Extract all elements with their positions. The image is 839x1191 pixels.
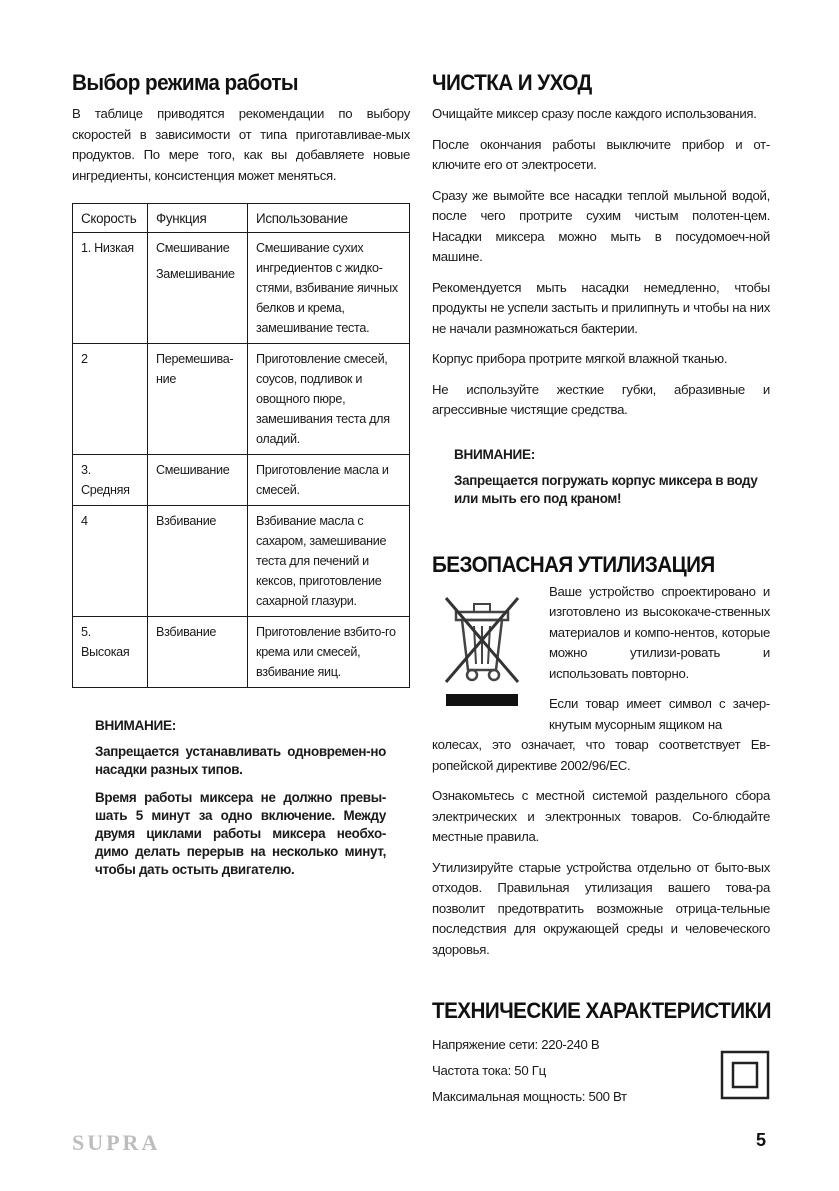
disposal-text: Ваше устройство спроектировано и изготовлено из высококаче-ственных материалов и компо-нентов, которые можно утилизи-ровать и использовать повторно.	[549, 583, 770, 681]
spec-power: Максимальная мощность: 500 Вт	[432, 1089, 627, 1104]
table-row	[73, 617, 410, 688]
right-column	[432, 70, 770, 1110]
header-speed: Скорость	[73, 204, 148, 233]
care-text: Корпус прибора протрите мягкой влажной тканью.	[432, 351, 728, 366]
disposal-text: Утилизируйте старые устройства отдельно от быто-вых отходов. Правильная утилизация вашего това-ра позволит предотвратить возможные отрица-тельные последствия для окружающей среды и человеческого здоровья.	[432, 859, 770, 957]
function-label: Замешивание	[156, 267, 235, 281]
table-row	[73, 233, 410, 344]
mode-intro-text: В таблице приводятся рекомендации по выбору скоростей в зависимости от типа приготавливае-мых продуктов. По мере того, как вы добавляете новые ингредиенты, консистенция может меняться.	[72, 106, 410, 183]
speed-cell: 3. Средняя	[73, 455, 148, 506]
care-title-wrap	[432, 70, 770, 104]
left-column	[72, 70, 410, 889]
disposal-text: Ознакомьтесь с местной системой раздельного сбора электрических и электронных товаров. Со-блюдайте местные правила.	[432, 788, 770, 844]
care-section-title: ЧИСТКА И УХОД	[432, 70, 592, 95]
disposal-block	[432, 582, 770, 777]
disposal-text-wrap	[549, 582, 770, 736]
specs-section-title: ТЕХНИЧЕСКИЕ ХАРАКТЕРИСТИКИ	[432, 998, 771, 1023]
mode-section-title-wrap	[72, 70, 410, 104]
function-cell	[148, 233, 248, 344]
spec-voltage: Напряжение сети: 220-240 В	[432, 1037, 600, 1052]
page-number: 5	[756, 1130, 767, 1150]
function-cell: Взбивание	[148, 506, 248, 617]
spec-frequency: Частота тока: 50 Гц	[432, 1063, 546, 1078]
warning-text: Запрещается погружать корпус миксера в воду или мыть его под краном!	[454, 472, 758, 506]
mode-section-title: Выбор режима работы	[72, 70, 298, 95]
disposal-section-title: БЕЗОПАСНАЯ УТИЛИЗАЦИЯ	[432, 551, 715, 577]
care-text: Не используйте жесткие губки, абразивные и агрессивные чистящие средства.	[432, 381, 770, 417]
care-text: После окончания работы выключите прибор и от-ключите его от электросети.	[432, 136, 770, 172]
brand-logo: SUPRA	[72, 1130, 161, 1155]
speed-cell: 1. Низкая	[73, 233, 148, 344]
speed-cell: 5. Высокая	[73, 617, 148, 688]
specs-block	[432, 1032, 770, 1110]
table-header-row	[73, 204, 410, 233]
header-usage: Использование	[248, 204, 410, 233]
care-warning-block	[432, 447, 770, 508]
function-cell: Перемешива-ние	[148, 344, 248, 455]
usage-cell: Смешивание сухих ингредиентов с жидко-стями, взбивание яичных белков и крема, замешивание теста.	[248, 233, 410, 344]
speed-table	[72, 203, 410, 688]
function-cell: Взбивание	[148, 617, 248, 688]
function-label: Смешивание	[156, 241, 230, 255]
care-text: Рекомендуется мыть насадки немедленно, чтобы продукты не успели застыть и прилипнуть и чтобы на них не начали размножаться бактерии.	[432, 279, 770, 336]
warning-title: ВНИМАНИЕ:	[95, 718, 177, 733]
specs-title-wrap	[432, 998, 770, 1032]
warning-text: Запрещается устанавливать одновремен-но насадки разных типов.	[95, 744, 386, 777]
crossed-bin-icon	[432, 590, 532, 708]
warning-text: Время работы миксера не должно превы-шать 5 минут за одно включение. Между двумя циклами работы миксера необхо-димо делать перерыв на несколько минут, чтобы дать остыть двигателю.	[95, 790, 386, 877]
speed-cell: 4	[73, 506, 148, 617]
usage-cell: Приготовление смесей, соусов, подливок и овощного пюре, замешивания теста для оладий.	[248, 344, 410, 455]
speed-cell: 2	[73, 344, 148, 455]
usage-cell: Взбивание масла с сахаром, замешивание теста для печений и кексов, приготовление сахарной глазури.	[248, 506, 410, 617]
mixer-warning-block	[72, 718, 410, 879]
care-text: Сразу же вымойте все насадки теплой мыльной водой, после чего протрите сухим чистым полотен-цем. Насадки миксера можно мыть в посудомоеч-ной машине.	[432, 187, 770, 264]
warning-title: ВНИМАНИЕ:	[454, 446, 536, 462]
disposal-title-wrap	[432, 552, 770, 582]
disposal-text: колесах, это означает, что товар соответствует Ев-ропейской директиве 2002/96/ЕС.	[432, 737, 770, 773]
usage-cell: Приготовление взбито-го крема или смесей, взбивание яиц.	[248, 617, 410, 688]
header-function: Функция	[148, 204, 248, 233]
table-row	[73, 455, 410, 506]
usage-cell: Приготовление масла и смесей.	[248, 455, 410, 506]
function-cell: Смешивание	[148, 455, 248, 506]
double-insulation-icon	[720, 1050, 770, 1100]
care-text: Очищайте миксер сразу после каждого использования.	[432, 106, 757, 121]
disposal-text: Если товар имеет символ с зачер-кнутым мусорным ящиком на	[549, 696, 770, 732]
table-row	[73, 344, 410, 455]
table-row	[73, 506, 410, 617]
